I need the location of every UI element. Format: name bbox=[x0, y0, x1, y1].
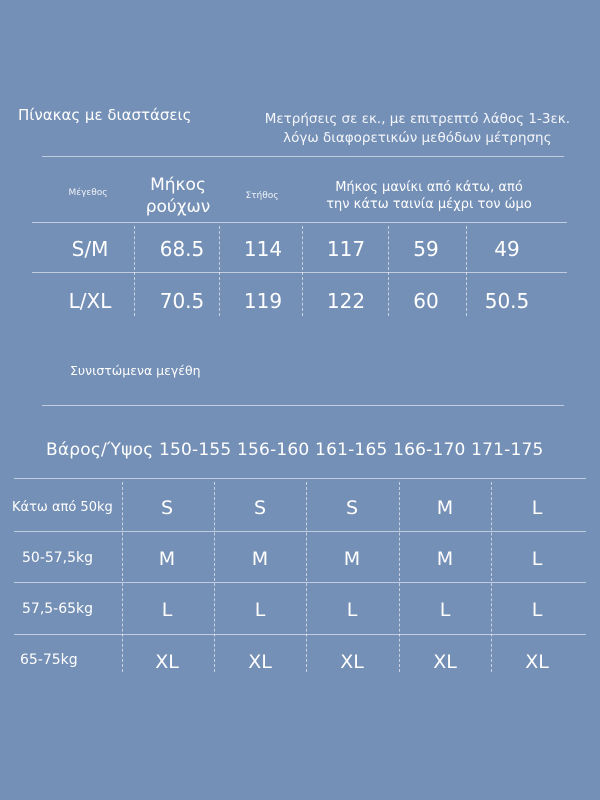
divider-row-2 bbox=[14, 531, 586, 532]
weight-label: 65-75kg bbox=[20, 652, 78, 668]
size-recommendation: M bbox=[251, 548, 269, 570]
size-recommendation: S bbox=[160, 497, 174, 519]
size-recommendation: S bbox=[345, 497, 359, 519]
size-cell: S/M bbox=[71, 237, 109, 261]
column-separator bbox=[399, 482, 400, 672]
size-recommendation: M bbox=[436, 548, 454, 570]
size-recommendation: M bbox=[343, 548, 361, 570]
value-cell: 119 bbox=[243, 289, 283, 313]
value-cell: 60 bbox=[413, 289, 439, 313]
value-cell: 122 bbox=[326, 289, 366, 313]
divider-section bbox=[42, 405, 564, 406]
value-cell: 117 bbox=[326, 237, 366, 261]
divider-header bbox=[32, 222, 567, 223]
value-cell: 49 bbox=[494, 237, 520, 261]
size-recommendation: M bbox=[436, 497, 454, 519]
size-recommendation: L bbox=[531, 497, 543, 519]
divider-row-2 bbox=[14, 634, 586, 635]
column-separator bbox=[388, 226, 389, 316]
column-separator bbox=[306, 482, 307, 672]
size-recommendation: XL bbox=[433, 651, 457, 673]
header-sleeve bbox=[326, 179, 532, 213]
size-recommendation: S bbox=[253, 497, 267, 519]
size-recommendation: L bbox=[531, 599, 543, 621]
size-recommendation: XL bbox=[525, 651, 549, 673]
header-sleeve-line-1: Μήκος μανίκι από κάτω, από bbox=[335, 180, 523, 195]
value-cell: 50.5 bbox=[484, 289, 530, 313]
header-length bbox=[146, 174, 211, 218]
header-length-line-1: Μήκος bbox=[150, 175, 206, 195]
column-separator bbox=[219, 226, 220, 316]
dimensions-table-title: Πίνακας με διαστάσεις bbox=[18, 106, 192, 124]
value-cell: 59 bbox=[413, 237, 439, 261]
size-recommendation: XL bbox=[340, 651, 364, 673]
column-separator bbox=[302, 226, 303, 316]
divider-row bbox=[32, 272, 567, 273]
size-recommendation: XL bbox=[155, 651, 179, 673]
size-recommendation: M bbox=[158, 548, 176, 570]
column-separator bbox=[466, 226, 467, 316]
weight-label: Κάτω από 50kg bbox=[12, 500, 113, 515]
weight-height-header: Βάρος/Ύψος 150-155 156-160 161-165 166-170 171-175 bbox=[46, 440, 544, 460]
column-separator bbox=[134, 226, 135, 316]
size-cell: L/XL bbox=[68, 289, 112, 313]
measurement-note bbox=[265, 110, 570, 148]
value-cell: 70.5 bbox=[159, 289, 205, 313]
weight-label: 50-57,5kg bbox=[22, 550, 94, 566]
size-recommendation: XL bbox=[248, 651, 272, 673]
size-recommendation: L bbox=[346, 599, 358, 621]
divider-top bbox=[42, 156, 564, 157]
value-cell: 114 bbox=[243, 237, 283, 261]
divider-header-2 bbox=[14, 478, 586, 479]
size-recommendation: L bbox=[531, 548, 543, 570]
column-separator bbox=[491, 482, 492, 672]
size-recommendation: L bbox=[254, 599, 266, 621]
header-size: Μέγεθος bbox=[68, 188, 108, 198]
measurement-note-line-2: λόγω διαφορετικών μεθόδων μέτρησης bbox=[283, 130, 552, 146]
divider-row-2 bbox=[14, 582, 586, 583]
weight-label: 57,5-65kg bbox=[22, 601, 94, 617]
size-recommendation: L bbox=[161, 599, 173, 621]
column-separator bbox=[214, 482, 215, 672]
header-length-line-2: ρούχων bbox=[145, 197, 211, 217]
size-recommendation: L bbox=[439, 599, 451, 621]
value-cell: 68.5 bbox=[159, 237, 205, 261]
header-chest: Στήθος bbox=[245, 191, 279, 201]
measurement-note-line-1: Μετρήσεις σε εκ., με επιτρεπτό λάθος 1-3εκ. bbox=[264, 111, 570, 127]
header-sleeve-line-2: την κάτω ταινία μέχρι τον ώμο bbox=[326, 197, 532, 212]
column-separator bbox=[122, 482, 123, 672]
recommended-sizes-title: Συνιστώμενα μεγέθη bbox=[70, 363, 201, 378]
